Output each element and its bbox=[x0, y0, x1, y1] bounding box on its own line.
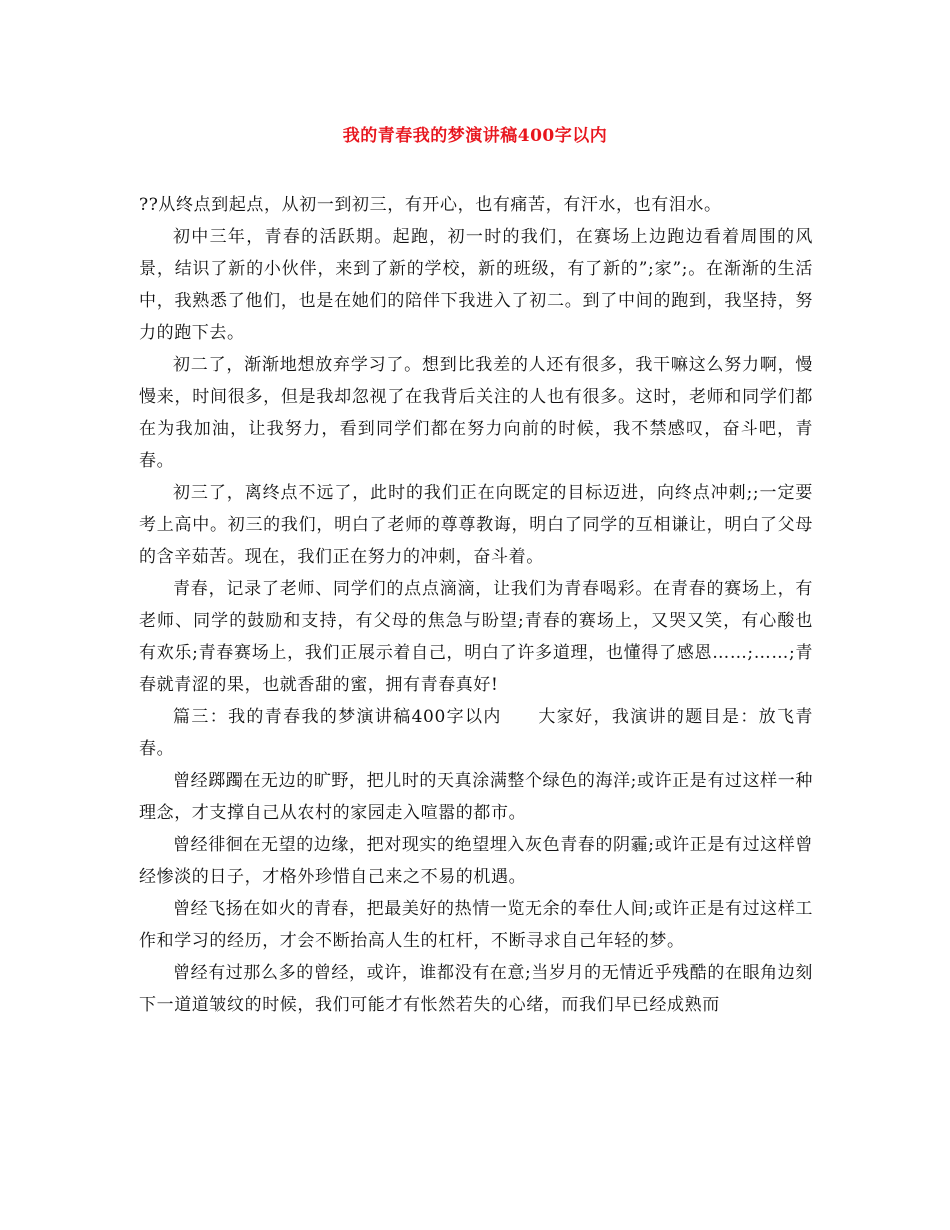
document-title: 我的青春我的梦演讲稿400字以内 bbox=[342, 126, 608, 146]
paragraph: 篇三：我的青春我的梦演讲稿400字以内 大家好，我演讲的题目是：放飞青春。 bbox=[139, 707, 813, 759]
paragraph: 青春，记录了老师、同学们的点点滴滴，让我们为青春喝彩。在青春的赛场上，有老师、同学的鼓励和支持，有父母的焦急与盼望;青春的赛场上，又哭又笑，有心酸也有欢乐;青春赛场上，我们正展示着自己，明白了许多道理，也懂得了感恩……;……;青春就青涩的果，也就香甜的蜜，拥有青春真好! bbox=[139, 579, 813, 695]
paragraph: 曾经徘徊在无望的边缘，把对现实的绝望埋入灰色青春的阴霾;或许正是有过这样曾经惨淡的日子，才格外珍惜自己来之不易的机遇。 bbox=[139, 835, 813, 887]
paragraph: 曾经飞扬在如火的青春，把最美好的热情一览无余的奉仕人间;或许正是有过这样工作和学习的经历，才会不断抬高人生的杠杆，不断寻求自己年轻的梦。 bbox=[139, 899, 813, 951]
paragraph: 初中三年，青春的活跃期。起跑，初一时的我们，在赛场上边跑边看着周围的风景，结识了新的小伙伴，来到了新的学校，新的班级，有了新的”;家”;。在渐渐的生活中，我熟悉了他们，也是在她们的陪伴下我进入了初二。到了中间的跑到，我坚持，努力的跑下去。 bbox=[139, 227, 813, 343]
paragraph: 初二了，渐渐地想放弃学习了。想到比我差的人还有很多，我干嘛这么努力啊，慢慢来，时间很多，但是我却忽视了在我背后关注的人也有很多。这时，老师和同学们都在为我加油，让我努力，看到同学们都在努力向前的时候，我不禁感叹，奋斗吧，青春。 bbox=[139, 355, 813, 471]
paragraph: ??从终点到起点，从初一到初三，有开心，也有痛苦，有汗水，也有泪水。 bbox=[139, 195, 722, 215]
paragraph: 初三了，离终点不远了，此时的我们正在向既定的目标迈进，向终点冲刺;;一定要考上高中。初三的我们，明白了老师的尊尊教诲，明白了同学的互相谦让，明白了父母的含辛茹苦。现在，我们正在努力的冲刺，奋斗着。 bbox=[139, 483, 813, 567]
document-body bbox=[139, 189, 813, 1021]
paragraph: 曾经踯躅在无边的旷野，把儿时的天真涂满整个绿色的海洋;或许正是有过这样一种理念，才支撑自己从农村的家园走入喧嚣的都市。 bbox=[139, 771, 813, 823]
paragraph: 曾经有过那么多的曾经，或许，谁都没有在意;当岁月的无情近乎残酷的在眼角边刻下一道道皱纹的时候，我们可能才有怅然若失的心绪，而我们早已经成熟而 bbox=[139, 963, 813, 1015]
